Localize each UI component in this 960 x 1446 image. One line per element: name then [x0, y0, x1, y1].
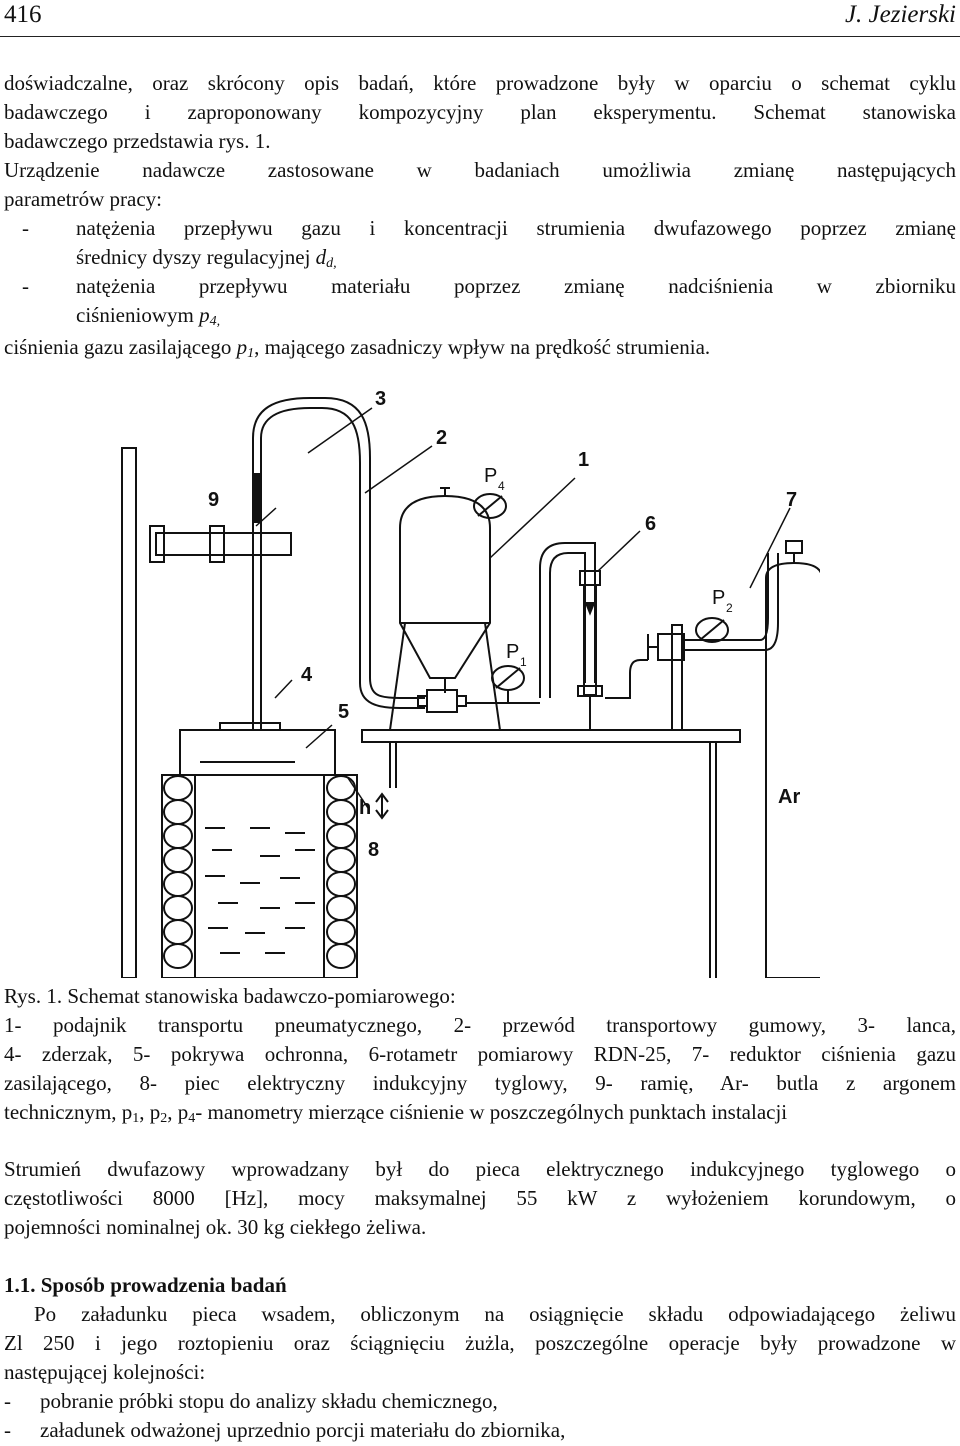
- melt-level: [205, 828, 315, 953]
- coil-windings: [164, 776, 355, 968]
- table: [362, 730, 740, 978]
- list-dash-2: -: [4, 1418, 11, 1442]
- list-item-1: pobranie próbki stopu do analizy składu chemicznego,: [40, 1389, 498, 1413]
- intro-line-6: ciśnienia gazu zasilającego $p_1$, mającego zasadniczy wpływ na prędkość strumienia.: [4, 335, 711, 361]
- bullet-dash-2: -: [22, 274, 29, 298]
- label-3: 3: [375, 388, 387, 410]
- label-1: 1: [578, 449, 590, 471]
- label-7: 7: [786, 489, 798, 511]
- argon-bottle: [766, 541, 820, 978]
- caption-line-1: Rys. 1. Schemat stanowiska badawczo-pomiarowego:: [4, 984, 456, 1008]
- section-line-2: Zl 250 i jego roztopieniu oraz ściągnięciu żużla, poszczególne operacje były prowadzone w: [4, 1331, 956, 1355]
- reducer-mount: [605, 553, 778, 730]
- para2-line-2: częstotliwości 8000 [Hz], mocy maksymalnej 55 kW z wyłożeniem korundowym, o: [4, 1186, 956, 1210]
- caption-line-3: 4- zderzak, 5- pokrywa ochronna, 6-rotametr pomiarowy RDN-25, 7- reduktor ciśnienia gazu: [4, 1042, 956, 1066]
- gauge-p4: [474, 494, 506, 518]
- header-rule: [0, 36, 960, 37]
- bullet-2-line-b: ciśnieniowym $p_{4,}$: [76, 303, 221, 329]
- list-dash-1: -: [4, 1389, 11, 1413]
- pneumatic-feeder: [390, 488, 540, 730]
- page-header: [0, 0, 960, 34]
- intro-line-2: badawczego i zaproponowany kompozycyjny plan eksperymentu. Schemat stanowiska: [4, 100, 956, 124]
- section-line-3: następującej kolejności:: [4, 1360, 206, 1384]
- intro-line-3: badawczego przedstawia rys. 1.: [4, 129, 271, 153]
- caption-line-4: zasilającego, 8- piec elektryczny indukcyjny tyglowy, 9- ramię, Ar- butla z argonem: [4, 1071, 956, 1095]
- label-2: 2: [436, 427, 448, 449]
- intro-line-1: doświadczalne, oraz skrócony opis badań, które prowadzone były w oparciu o schemat cyklu: [4, 71, 956, 95]
- lance: [253, 438, 261, 730]
- section-heading: 1.1. Sposób prowadzenia badań: [4, 1273, 287, 1297]
- para2-line-3: pojemności nominalnej ok. 30 kg ciekłego żeliwa.: [4, 1215, 427, 1239]
- bullet-2-line-a: natężenia przepływu materiału poprzez zmianę nadciśnienia w zbiorniku: [76, 274, 956, 298]
- label-8: 8: [368, 839, 380, 861]
- caption-line-5: technicznym, $p_1$, $p_2$, $p_4-$ manometry mierzące ciśnienie w poszczególnych punktach instalacji: [4, 1100, 788, 1126]
- intro-line-4: Urządzenie nadawcze zastosowane w badaniach umożliwia zmianę następujących: [4, 158, 956, 182]
- height-marker: [376, 794, 388, 818]
- protective-cover: [180, 723, 335, 775]
- running-author: J. Jezierski: [844, 1, 956, 28]
- label-4: 4: [301, 664, 313, 686]
- gauge-p1: [492, 666, 524, 703]
- page-number: 416: [4, 1, 42, 28]
- bullet-1-line-b: średnicy dyszy regulacyjnej $d_{d,}$: [76, 245, 337, 271]
- label-p2-sub: 2: [726, 601, 733, 615]
- label-ar: Ar: [778, 786, 801, 808]
- label-p4-sub: 4: [498, 479, 505, 493]
- section-line-1: Po załadunku pieca wsadem, obliczonym na osiągnięcie składu odpowiadającego żeliwu: [34, 1302, 956, 1326]
- label-p1-sub: 1: [520, 655, 527, 669]
- caption-line-2: 1- podajnik transportu pneumatycznego, 2- przewód transportowy gumowy, 3- lanca,: [4, 1013, 956, 1037]
- rotameter: [578, 571, 602, 730]
- list-item-2: załadunek odważonej uprzednio porcji materiału do zbiornika,: [40, 1418, 566, 1442]
- label-5: 5: [338, 701, 350, 723]
- arm-stand: [122, 448, 291, 978]
- intro-line-5: parametrów pracy:: [4, 187, 163, 211]
- label-6: 6: [645, 513, 657, 535]
- bullet-dash-1: -: [22, 216, 29, 240]
- bullet-1-line-a: natężenia przepływu gazu i koncentracji strumienia dwufazowego poprzez zmianę: [76, 216, 956, 240]
- label-9: 9: [208, 489, 220, 511]
- label-p1: P: [506, 641, 520, 663]
- label-p2: P: [712, 587, 726, 609]
- label-p4: P: [484, 465, 498, 487]
- label-h: h: [359, 797, 372, 819]
- induction-furnace: [162, 775, 357, 978]
- gas-line: [540, 543, 595, 698]
- para2-line-1: Strumień dwufazowy wprowadzany był do pieca elektrycznego indukcyjnego tyglowego o: [4, 1157, 956, 1181]
- test-stand-schematic: [100, 378, 820, 978]
- gauge-p2: [696, 618, 728, 642]
